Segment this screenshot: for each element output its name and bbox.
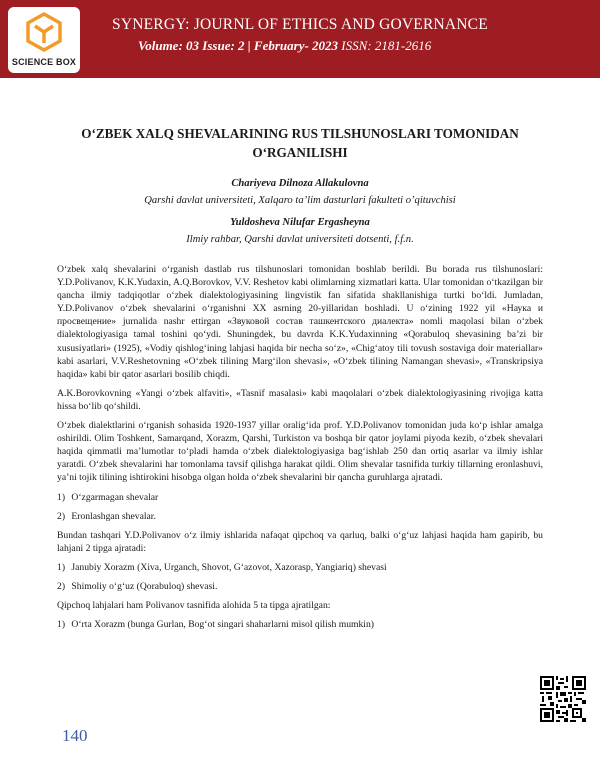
list-item: [57, 561, 543, 574]
logo-text: SCIENCE BOX: [11, 57, 77, 67]
list-text: O‘zgarmagan shevalar: [71, 491, 159, 503]
paragraph: O‘zbek xalq shevalarini o‘rganish dastlab rus tilshunoslari tomonidan boshlab berildi. Bu borada rus tilshunoslari: Y.D.Polivanov, K.K.Yudaxin, A.Q.Borovkov, V.V. Reshetov kabi olimlarning xizmatlari katta. Ular tomonidan o‘tkazilgan bir qancha ilmiy tadqiqotlar o‘zbek dialektologiyasining lingvistik fan sifatida shakllanishiga turtki bo‘ldi. Jumladan, Y.D.Polivanov o‘zbek shevalarini o‘rganishni XX asrning 20-yillaridan boshladi. U o‘zining 1922 yil «Наука и просвещение» jurnalida nashr ettirgan «Звуковой состав ташкентского диалекта» nomli maqolasi bilan o‘zbek dialektologiyasiga tamal toshini qo‘ydi. Shuningdek, bu davrda K.K.Yudaxinning «Qorabuloq shevasining ba’zi bir xususiyatlari» (1925), «Vodiy qishlog‘ining lahjasi haqida bir necha so‘z», «Chig‘atoy tili tovush sostaviga doir materiallar» kabi asarlari, V.V.Reshetovning «O‘zbek tilining Marg‘ilon shevasi», «O‘zbek tilining Namangan shevasi», «Transkripsiya haqida» kabi bir qator asarlari bosilib chiqdi.: [57, 264, 543, 380]
author-name: Chariyeva Dilnoza Allakulovna: [231, 178, 369, 189]
list-text: Shimoliy o‘g‘uz (Qorabuloq) shevasi.: [71, 580, 218, 592]
journal-header: [0, 0, 600, 78]
science-box-logo: [8, 7, 80, 73]
author-name: Yuldosheva Nilufar Ergasheyna: [230, 217, 370, 228]
author-block-2: [60, 216, 540, 247]
list-item: [57, 491, 543, 504]
article-title: O‘ZBEK XALQ SHEVALARINING RUS TILSHUNOSLARI TOMONIDAN O‘RGANILISHI: [81, 126, 519, 160]
article-body: [57, 263, 543, 637]
list-text: O‘rta Xorazm (bunga Gurlan, Bog‘ot singari shaharlarni misol qilish mumkin): [71, 619, 374, 631]
list-text: Janubiy Xorazm (Xiva, Urganch, Shovot, G‘azovot, Xazorasp, Yangiariq) shevasi: [71, 561, 387, 573]
page-number: 140: [62, 726, 88, 745]
hexagon-logo-icon: [24, 12, 64, 52]
journal-title: SYNERGY: JOURNL OF ETHICS AND GOVERNANCE: [112, 16, 488, 33]
list-number: 1): [57, 619, 66, 631]
author-block-1: [60, 177, 540, 208]
list-item: [57, 510, 543, 523]
paragraph: O‘zbek dialektlarini o‘rganish sohasida 1920-1937 yillar oralig‘ida prof. Y.D.Polivanov tomonidan juda ko‘p ishlar amalga oshirildi. Olim Toshkent, Samarqand, Xorazm, Qarshi, Turkiston va boshqa bir qator joylami piyoda kezib, o‘zbek shevalari haqida qimmatli ma’lumotlar to‘pladi hamda o‘zbek dialektologiyasiga bag‘ishlab 250 dan ortiq asarlar va ilmiy ishlar yaratdi. O‘zbek shevalarini har tomonlama tavsif qilishga harakat qildi. Olim shevalar tasnifida turkiy tillarning eronlashuvi, ya’ni tojik tilining ishtirokini hisobga olgan holda o‘zbek shevalarini bir qancha guruhlarga ajratadi.: [57, 420, 543, 484]
list-item: [57, 618, 543, 631]
author-affiliation: Ilmiy rahbar, Qarshi davlat universiteti dotsenti, f.f.n.: [186, 234, 414, 245]
list-number: 1): [57, 491, 66, 503]
author-affiliation: Qarshi davlat universiteti, Xalqaro ta’lim dasturlari fakulteti o’qituvchisi: [144, 195, 456, 206]
volume-issue: Volume: 03 Issue: 2 | February- 2023: [138, 38, 339, 53]
list-number: 2): [57, 510, 66, 522]
paragraph: Qipchoq lahjalari ham Polivanov tasnifida alohida 5 ta tipga ajratilgan:: [57, 600, 331, 612]
journal-meta: [138, 38, 431, 54]
list-item: [57, 580, 543, 593]
qr-code-icon: [540, 676, 586, 722]
paragraph: A.K.Borovkovning «Yangi o‘zbek alfaviti», «Tasnif masalasi» kabi maqolalari o‘zbek dialektologiyasining rivojiga katta hissa bo‘lib qo‘shildi.: [57, 387, 543, 412]
list-number: 1): [57, 561, 66, 573]
paragraph: Bundan tashqari Y.D.Polivanov o‘z ilmiy ishlarida nafaqat qipchoq va qarluq, balki o‘g‘uz lahjasi haqida ham gapirib, bu lahjani 2 tipga ajratadi:: [57, 529, 543, 554]
issn: ISSN: 2181-2616: [341, 38, 432, 53]
list-text: Eronlashgan shevalar.: [71, 510, 156, 522]
list-number: 2): [57, 580, 66, 592]
